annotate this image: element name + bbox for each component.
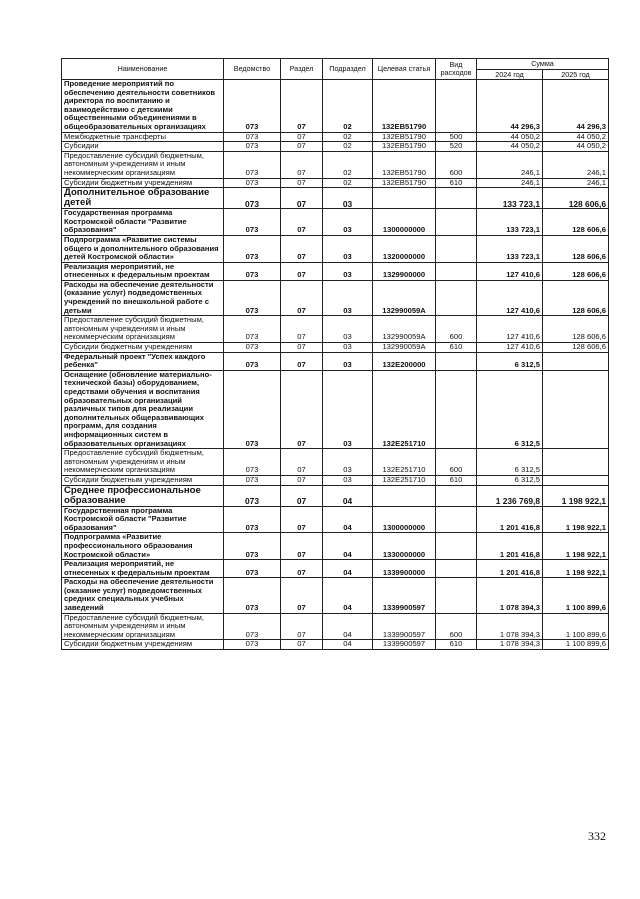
table-row — [62, 370, 609, 448]
cell-v2025 — [543, 352, 609, 370]
cell-v2025: 128 606,6 — [543, 343, 609, 353]
cell-name: Подпрограмма «Развитие системы общего и дополнительного образования детей Костромской области» — [62, 235, 224, 262]
cell-dept: 073 — [224, 475, 281, 485]
cell-dept: 073 — [224, 613, 281, 640]
cell-sec: 07 — [281, 343, 323, 353]
cell-v2024: 44 050,2 — [477, 142, 543, 152]
cell-name: Реализация мероприятий, не отнесенных к федеральным проектам — [62, 560, 224, 578]
cell-v2024: 1 201 416,8 — [477, 506, 543, 533]
cell-target: 1339900597 — [373, 613, 436, 640]
cell-exp: 600 — [436, 449, 477, 476]
cell-target — [373, 188, 436, 209]
cell-sub: 03 — [323, 475, 373, 485]
cell-target: 132EB51790 — [373, 142, 436, 152]
cell-sec: 07 — [281, 262, 323, 280]
cell-sec: 07 — [281, 316, 323, 343]
cell-dept: 073 — [224, 142, 281, 152]
cell-v2024: 133 723,1 — [477, 235, 543, 262]
cell-target: 132E200000 — [373, 352, 436, 370]
table-row — [62, 533, 609, 560]
cell-exp — [436, 209, 477, 236]
cell-target: 132EB51790 — [373, 80, 436, 133]
cell-sec: 07 — [281, 449, 323, 476]
cell-v2025: 128 606,6 — [543, 209, 609, 236]
cell-sec: 07 — [281, 485, 323, 506]
cell-v2025: 128 606,6 — [543, 235, 609, 262]
cell-sub: 03 — [323, 280, 373, 315]
table-row — [62, 142, 609, 152]
cell-v2024: 1 078 394,3 — [477, 613, 543, 640]
cell-v2024: 1 236 769,8 — [477, 485, 543, 506]
budget-table — [61, 58, 609, 650]
cell-name: Субсидии бюджетным учреждениям — [62, 640, 224, 650]
cell-target: 1330000000 — [373, 533, 436, 560]
table-row — [62, 640, 609, 650]
cell-v2025: 128 606,6 — [543, 316, 609, 343]
cell-v2025: 128 606,6 — [543, 262, 609, 280]
cell-target: 132990059A — [373, 343, 436, 353]
cell-dept: 073 — [224, 640, 281, 650]
cell-v2025 — [543, 449, 609, 476]
cell-target: 132E251710 — [373, 475, 436, 485]
cell-name: Предоставление субсидий бюджетным, автономным учреждениям и иным некоммерческим организациям — [62, 151, 224, 178]
cell-target: 1339900597 — [373, 578, 436, 613]
cell-sub: 03 — [323, 262, 373, 280]
table-row — [62, 578, 609, 613]
cell-name: Субсидии — [62, 142, 224, 152]
cell-exp: 610 — [436, 178, 477, 188]
cell-sub: 04 — [323, 578, 373, 613]
cell-dept: 073 — [224, 506, 281, 533]
cell-exp: 610 — [436, 640, 477, 650]
cell-exp — [436, 280, 477, 315]
cell-sec: 07 — [281, 370, 323, 448]
cell-dept: 073 — [224, 343, 281, 353]
cell-sec: 07 — [281, 640, 323, 650]
header-2025: 2025 год — [543, 70, 609, 80]
cell-sec: 07 — [281, 475, 323, 485]
cell-dept: 073 — [224, 316, 281, 343]
cell-dept: 073 — [224, 352, 281, 370]
cell-target: 1339900597 — [373, 640, 436, 650]
cell-exp: 610 — [436, 475, 477, 485]
cell-dept: 073 — [224, 560, 281, 578]
cell-dept: 073 — [224, 533, 281, 560]
cell-target: 1300000000 — [373, 209, 436, 236]
header-dept: Ведомство — [224, 59, 281, 80]
cell-exp — [436, 506, 477, 533]
cell-exp: 520 — [436, 142, 477, 152]
cell-exp: 600 — [436, 613, 477, 640]
cell-sub: 03 — [323, 352, 373, 370]
cell-dept: 073 — [224, 370, 281, 448]
cell-v2024: 6 312,5 — [477, 370, 543, 448]
cell-sub: 02 — [323, 151, 373, 178]
cell-exp: 610 — [436, 343, 477, 353]
cell-dept: 073 — [224, 235, 281, 262]
table-body — [62, 80, 609, 650]
cell-sub: 03 — [323, 370, 373, 448]
cell-target — [373, 485, 436, 506]
cell-name: Государственная программа Костромской области "Развитие образования" — [62, 209, 224, 236]
cell-exp — [436, 262, 477, 280]
cell-exp: 600 — [436, 151, 477, 178]
cell-v2025: 246,1 — [543, 178, 609, 188]
table-row — [62, 613, 609, 640]
cell-sec: 07 — [281, 188, 323, 209]
cell-exp — [436, 485, 477, 506]
cell-v2025: 246,1 — [543, 151, 609, 178]
cell-exp — [436, 578, 477, 613]
cell-dept: 073 — [224, 188, 281, 209]
cell-dept: 073 — [224, 151, 281, 178]
cell-name: Проведение мероприятий по обеспечению деятельности советников директора по воспитанию и взаимодействию с детскими общественными объединениями в общеобразовательных организациях — [62, 80, 224, 133]
header-name: Наименование — [62, 59, 224, 80]
cell-v2025: 1 100 899,6 — [543, 578, 609, 613]
cell-exp — [436, 533, 477, 560]
table-row — [62, 506, 609, 533]
header-subsection: Подраздел — [323, 59, 373, 80]
cell-sec: 07 — [281, 235, 323, 262]
cell-v2025: 1 100 899,6 — [543, 640, 609, 650]
cell-target: 132EB51790 — [373, 178, 436, 188]
cell-dept: 073 — [224, 280, 281, 315]
cell-exp — [436, 235, 477, 262]
cell-name: Оснащение (обновление материально-технической базы) оборудованием, средствами обучения и воспитания образовательных организаций различных типов для реализации дополнительных общеразвивающих программ, для создания информационных систем в образовательных организациях — [62, 370, 224, 448]
cell-v2024: 246,1 — [477, 151, 543, 178]
cell-name: Федеральный проект "Успех каждого ребенка" — [62, 352, 224, 370]
table-row — [62, 316, 609, 343]
cell-v2024: 6 312,5 — [477, 352, 543, 370]
cell-target: 132EB51790 — [373, 151, 436, 178]
cell-exp — [436, 560, 477, 578]
cell-target: 132990059A — [373, 280, 436, 315]
cell-v2024: 127 410,6 — [477, 316, 543, 343]
cell-name: Расходы на обеспечение деятельности (оказание услуг) подведомственных средних специальных учебных заведений — [62, 578, 224, 613]
cell-sub: 04 — [323, 485, 373, 506]
cell-target: 132E251710 — [373, 449, 436, 476]
cell-dept: 073 — [224, 178, 281, 188]
header-exp: Вид расходов — [436, 59, 477, 80]
cell-exp — [436, 352, 477, 370]
cell-target: 132E251710 — [373, 370, 436, 448]
cell-dept: 073 — [224, 262, 281, 280]
cell-v2025: 128 606,6 — [543, 280, 609, 315]
cell-name: Среднее профессиональное образование — [62, 485, 224, 506]
table-row — [62, 560, 609, 578]
cell-dept: 073 — [224, 132, 281, 142]
cell-sub: 04 — [323, 560, 373, 578]
cell-sub: 04 — [323, 506, 373, 533]
cell-sec: 07 — [281, 80, 323, 133]
cell-name: Государственная программа Костромской области "Развитие образования" — [62, 506, 224, 533]
cell-v2025 — [543, 475, 609, 485]
cell-v2024: 246,1 — [477, 178, 543, 188]
cell-dept: 073 — [224, 578, 281, 613]
table-row — [62, 449, 609, 476]
cell-v2024: 1 201 416,8 — [477, 533, 543, 560]
table-row — [62, 280, 609, 315]
cell-v2024: 6 312,5 — [477, 449, 543, 476]
cell-v2024: 6 312,5 — [477, 475, 543, 485]
cell-sub: 02 — [323, 178, 373, 188]
cell-sub: 03 — [323, 209, 373, 236]
page-number: 332 — [588, 829, 606, 843]
cell-v2025: 1 198 922,1 — [543, 560, 609, 578]
cell-v2024: 133 723,1 — [477, 209, 543, 236]
table-row — [62, 188, 609, 209]
table-row — [62, 352, 609, 370]
cell-sub: 02 — [323, 132, 373, 142]
cell-sec: 07 — [281, 178, 323, 188]
cell-sec: 07 — [281, 506, 323, 533]
cell-name: Субсидии бюджетным учреждениям — [62, 343, 224, 353]
table-row — [62, 80, 609, 133]
table-row — [62, 262, 609, 280]
cell-name: Расходы на обеспечение деятельности (оказание услуг) подведомственных учреждений по внешкольной работе с детьми — [62, 280, 224, 315]
cell-sec: 07 — [281, 209, 323, 236]
cell-dept: 073 — [224, 485, 281, 506]
table-row — [62, 475, 609, 485]
cell-sec: 07 — [281, 280, 323, 315]
header-sum: Сумма — [477, 59, 609, 70]
cell-sec: 07 — [281, 613, 323, 640]
cell-name: Реализация мероприятий, не отнесенных к федеральным проектам — [62, 262, 224, 280]
cell-v2024: 127 410,6 — [477, 262, 543, 280]
cell-v2025 — [543, 370, 609, 448]
cell-name: Межбюджетные трансферты — [62, 132, 224, 142]
cell-sub: 02 — [323, 80, 373, 133]
cell-v2025: 1 100 899,6 — [543, 613, 609, 640]
cell-dept: 073 — [224, 449, 281, 476]
cell-sub: 03 — [323, 235, 373, 262]
cell-v2024: 133 723,1 — [477, 188, 543, 209]
cell-target: 1339900000 — [373, 560, 436, 578]
cell-sec: 07 — [281, 352, 323, 370]
cell-sub: 03 — [323, 188, 373, 209]
cell-sec: 07 — [281, 151, 323, 178]
header-target: Целевая статья — [373, 59, 436, 80]
cell-name: Предоставление субсидий бюджетным, автономным учреждениям и иным некоммерческим организациям — [62, 613, 224, 640]
cell-dept: 073 — [224, 80, 281, 133]
table-row — [62, 209, 609, 236]
cell-sub: 03 — [323, 449, 373, 476]
cell-sec: 07 — [281, 142, 323, 152]
table-row — [62, 151, 609, 178]
cell-exp — [436, 188, 477, 209]
cell-exp: 600 — [436, 316, 477, 343]
cell-v2025: 1 198 922,1 — [543, 485, 609, 506]
table-row — [62, 485, 609, 506]
cell-exp — [436, 370, 477, 448]
cell-name: Предоставление субсидий бюджетным, автономным учреждениям и иным некоммерческим организациям — [62, 316, 224, 343]
cell-sub: 03 — [323, 343, 373, 353]
cell-target: 132990059A — [373, 316, 436, 343]
cell-sec: 07 — [281, 560, 323, 578]
cell-v2024: 127 410,6 — [477, 343, 543, 353]
cell-target: 132EB51790 — [373, 132, 436, 142]
cell-exp: 500 — [436, 132, 477, 142]
cell-v2024: 44 296,3 — [477, 80, 543, 133]
cell-name: Предоставление субсидий бюджетным, автономным учреждениям и иным некоммерческим организациям — [62, 449, 224, 476]
cell-name: Подпрограмма «Развитие профессионального образования Костромской области» — [62, 533, 224, 560]
header-2024: 2024 год — [477, 70, 543, 80]
cell-v2024: 1 078 394,3 — [477, 640, 543, 650]
table-row — [62, 235, 609, 262]
cell-v2025: 1 198 922,1 — [543, 506, 609, 533]
cell-sec: 07 — [281, 132, 323, 142]
cell-name: Дополнительное образование детей — [62, 188, 224, 209]
cell-name: Субсидии бюджетным учреждениям — [62, 178, 224, 188]
cell-sec: 07 — [281, 533, 323, 560]
cell-v2024: 1 078 394,3 — [477, 578, 543, 613]
cell-name: Субсидии бюджетным учреждениям — [62, 475, 224, 485]
cell-exp — [436, 80, 477, 133]
cell-sub: 04 — [323, 640, 373, 650]
cell-sub: 03 — [323, 316, 373, 343]
cell-dept: 073 — [224, 209, 281, 236]
cell-v2025: 44 050,2 — [543, 132, 609, 142]
cell-v2024: 44 050,2 — [477, 132, 543, 142]
cell-v2025: 44 050,2 — [543, 142, 609, 152]
cell-v2024: 1 201 416,8 — [477, 560, 543, 578]
cell-sec: 07 — [281, 578, 323, 613]
cell-sub: 02 — [323, 142, 373, 152]
cell-sub: 04 — [323, 613, 373, 640]
cell-sub: 04 — [323, 533, 373, 560]
cell-v2024: 127 410,6 — [477, 280, 543, 315]
cell-v2025: 1 198 922,1 — [543, 533, 609, 560]
cell-v2025: 128 606,6 — [543, 188, 609, 209]
header-section: Раздел — [281, 59, 323, 80]
cell-target: 1329900000 — [373, 262, 436, 280]
cell-v2025: 44 296,3 — [543, 80, 609, 133]
cell-target: 1300000000 — [373, 506, 436, 533]
cell-target: 1320000000 — [373, 235, 436, 262]
table-row — [62, 343, 609, 353]
